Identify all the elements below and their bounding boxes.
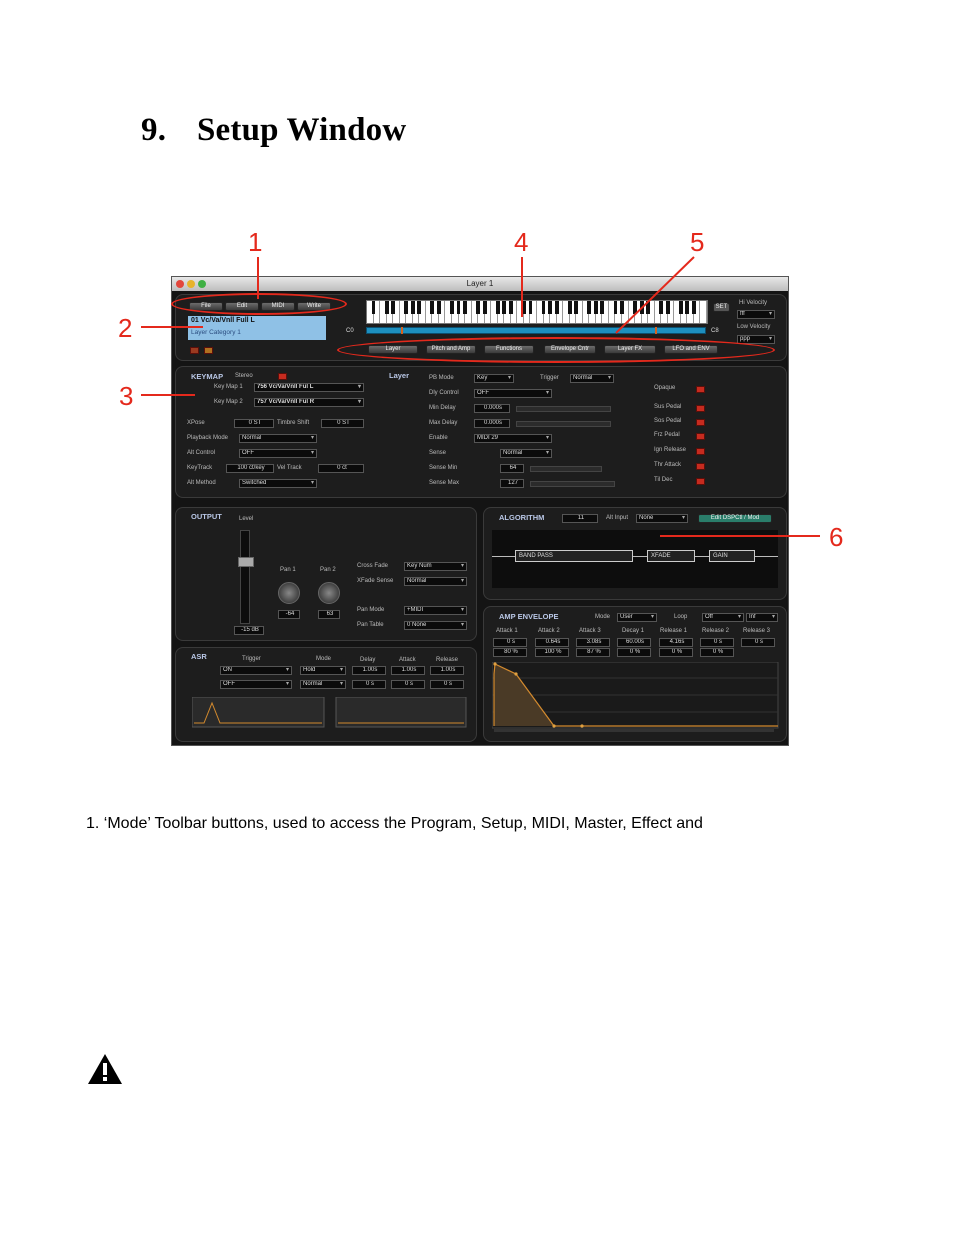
section-heading: [141, 112, 406, 149]
tab-layer-fx[interactable]: Layer FX: [604, 345, 656, 354]
output-title: OUTPUT: [191, 512, 222, 521]
env-mode-label: Mode: [595, 614, 611, 620]
dly-control-select[interactable]: OFF ▾: [474, 389, 552, 398]
annotation-1-ellipse: [171, 293, 347, 315]
black-key[interactable]: [430, 301, 434, 314]
layer-next-icon[interactable]: [204, 347, 213, 354]
alt-input-label: Alt Input: [606, 515, 629, 521]
black-key[interactable]: [548, 301, 552, 314]
annotation-3-line: [141, 394, 195, 396]
asr-delay-header: Delay: [360, 657, 376, 663]
tab-functions[interactable]: Functions: [484, 345, 534, 354]
black-key[interactable]: [417, 301, 421, 314]
asr-title: ASR: [191, 652, 207, 661]
key-map-1-label: Key Map 1: [214, 384, 243, 390]
alt-control-label: Alt Control: [187, 450, 216, 456]
min-delay-field[interactable]: 0.000s: [474, 404, 510, 413]
annotation-5-pointer: [600, 255, 700, 337]
pan1-knob-icon[interactable]: [278, 582, 300, 604]
min-delay-slider[interactable]: [516, 406, 611, 412]
black-key[interactable]: [574, 301, 578, 314]
env-attack1-level[interactable]: 80 %: [493, 648, 527, 657]
annotation-2-number: 2: [118, 313, 133, 343]
annotation-4-number: 4: [514, 227, 529, 257]
asr-mode-header: Mode: [316, 656, 332, 662]
asr-attack-header: Attack: [399, 657, 416, 663]
black-key[interactable]: [502, 301, 506, 314]
keymap-panel: [175, 366, 787, 498]
layer-title: Layer: [389, 371, 410, 380]
sense-min-slider[interactable]: [530, 466, 602, 472]
algorithm-number-field[interactable]: 11: [562, 514, 598, 523]
env-attack1-header: Attack 1: [496, 628, 518, 634]
annotation-3-number: 3: [119, 381, 134, 411]
alt-method-label: Alt Method: [187, 480, 216, 486]
key-low-label: C0: [346, 328, 354, 334]
annotation-6-number: 6: [829, 522, 844, 552]
asr-graphs: [192, 697, 468, 729]
max-delay-slider[interactable]: [516, 421, 611, 427]
switch-sus-pedal-label: Sus Pedal: [654, 404, 682, 410]
asr1-delay-field[interactable]: 1.00s: [352, 666, 386, 675]
env-release2-time[interactable]: 0 s: [700, 638, 734, 647]
switch-til-dec-toggle[interactable]: [696, 478, 705, 485]
black-key[interactable]: [594, 301, 598, 314]
toolbar-file-button[interactable]: File: [189, 302, 223, 311]
env-scrollbar[interactable]: [494, 729, 774, 732]
algorithm-diagram: [492, 530, 778, 588]
black-key[interactable]: [529, 301, 533, 314]
black-key[interactable]: [476, 301, 480, 314]
env-release1-level[interactable]: 0 %: [659, 648, 693, 657]
layer-name-box[interactable]: [188, 316, 326, 340]
timbre-shift-label: Timbre Shift: [277, 420, 310, 426]
white-key[interactable]: [700, 301, 707, 323]
switch-opaque-label: Opaque: [654, 385, 676, 391]
annotation-5-ellipse: [337, 337, 775, 363]
alt-control-select[interactable]: OFF ▾: [239, 449, 317, 458]
set-button[interactable]: SET: [713, 303, 730, 312]
range-low-handle[interactable]: [401, 327, 403, 334]
asr2-release-field[interactable]: 0 s: [430, 680, 464, 689]
stereo-label: Stereo: [235, 373, 253, 379]
alt-method-select[interactable]: Switched ▾: [239, 479, 317, 488]
hi-velocity-label: Hi Velocity: [739, 300, 768, 306]
black-key[interactable]: [483, 301, 487, 314]
band-pass-block[interactable]: BAND PASS: [515, 550, 633, 562]
gain-block[interactable]: GAIN: [709, 550, 755, 562]
annotation-1-number: 1: [248, 227, 263, 257]
min-delay-label: Min Delay: [429, 405, 456, 411]
switch-sos-pedal-label: Sos Pedal: [654, 418, 682, 424]
pan2-knob-icon[interactable]: [318, 582, 340, 604]
black-key[interactable]: [555, 301, 559, 314]
black-key[interactable]: [391, 301, 395, 314]
asr-release-header: Release: [436, 657, 459, 663]
env-attack2-time[interactable]: 0.64s: [535, 638, 569, 647]
env-attack1-time[interactable]: 0 s: [493, 638, 527, 647]
asr1-attack-field[interactable]: 1.00s: [391, 666, 425, 675]
trigger-label: Trigger: [540, 375, 559, 381]
sense-min-field[interactable]: 64: [500, 464, 524, 473]
playback-mode-select[interactable]: Normal ▾: [239, 434, 317, 443]
window-title: Layer 1: [466, 279, 494, 288]
max-delay-field[interactable]: 0.000s: [474, 419, 510, 428]
env-attack3-time[interactable]: 3.08s: [576, 638, 610, 647]
xfade-block[interactable]: XFADE: [647, 550, 695, 562]
asr2-mode-select[interactable]: Normal ▾: [300, 680, 346, 689]
asr2-trigger-select[interactable]: OFF ▾: [220, 680, 292, 689]
algorithm-title: ALGORITHM: [499, 513, 545, 522]
switch-opaque-toggle[interactable]: [696, 386, 705, 393]
close-light-icon[interactable]: [176, 280, 184, 288]
level-fader-handle[interactable]: [238, 557, 254, 567]
annotation-5-number: 5: [690, 227, 705, 257]
env-attack3-header: Attack 3: [579, 628, 601, 634]
keytrack-field[interactable]: 100 ct/key: [226, 464, 274, 473]
layer-name: 01 Vc/Va/Vnll Full L: [191, 317, 255, 324]
env-release3-header: Release 3: [743, 628, 771, 634]
algorithm-panel: [483, 507, 787, 600]
layer-category: Layer Category 1: [191, 329, 241, 336]
switch-sos-pedal-toggle[interactable]: [696, 419, 705, 426]
sense-max-label: Sense Max: [429, 480, 460, 486]
enable-select[interactable]: MIDI 29 ▾: [474, 434, 552, 443]
stereo-toggle[interactable]: [278, 373, 287, 380]
sense-max-field[interactable]: 127: [500, 479, 524, 488]
key-high-label: C8: [711, 328, 719, 334]
env-attack3-level[interactable]: 87 %: [576, 648, 610, 657]
pb-mode-label: PB Mode: [429, 375, 454, 381]
max-delay-label: Max Delay: [429, 420, 458, 426]
asr-panel: [175, 647, 477, 742]
enable-label: Enable: [429, 435, 448, 441]
tab-envelope-cntr[interactable]: Envelope Cntr: [544, 345, 596, 354]
level-fader[interactable]: [240, 530, 250, 624]
tab-layer[interactable]: Layer: [368, 345, 418, 354]
zoom-light-icon[interactable]: [198, 280, 206, 288]
annotation-5-line: [616, 257, 694, 333]
cross-fade-label: Cross Fade: [357, 563, 389, 569]
key-map-2-select[interactable]: 757 Vc/Va/Vnll Ful R ▾: [254, 398, 364, 407]
env-decay1-time[interactable]: 60.00s: [617, 638, 651, 647]
playback-mode-label: Playback Mode: [187, 435, 229, 441]
cross-fade-select[interactable]: Key Num ▾: [404, 562, 467, 571]
switch-thr-attack-toggle[interactable]: [696, 463, 705, 470]
dly-control-label: Dly Control: [429, 390, 459, 396]
black-key[interactable]: [542, 301, 546, 314]
env-attack2-level[interactable]: 100 %: [535, 648, 569, 657]
layer-prev-icon[interactable]: [190, 347, 199, 354]
annotation-2-line: [141, 326, 203, 328]
sense-select[interactable]: Normal ▾: [500, 449, 552, 458]
black-key[interactable]: [372, 301, 376, 314]
section-number: 9.: [141, 112, 167, 148]
black-key[interactable]: [463, 301, 467, 314]
env-node[interactable]: [580, 724, 583, 727]
switch-ign-release-toggle[interactable]: [696, 448, 705, 455]
keytrack-label: KeyTrack: [187, 465, 213, 471]
pb-mode-select[interactable]: Key ▾: [474, 374, 514, 383]
env-node[interactable]: [514, 672, 517, 675]
env-loop-label: Loop: [674, 614, 688, 620]
env-loop-select[interactable]: Off ▾: [702, 613, 744, 622]
edit-dspctl-mod-button[interactable]: Edit DSPCtl / Mod: [698, 514, 772, 523]
output-panel: [175, 507, 477, 641]
hi-velocity-select[interactable]: fff ▾: [737, 310, 775, 319]
env-release1-header: Release 1: [660, 628, 688, 634]
toolbar-write-button[interactable]: Write: [297, 302, 331, 311]
level-field[interactable]: -15 dB: [234, 626, 264, 635]
black-key[interactable]: [457, 301, 461, 314]
caption-text: 1. ‘Mode’ Toolbar buttons, used to access the Program, Setup, MIDI, Master, Effect and: [86, 815, 703, 832]
amp-envelope-graph: [492, 662, 780, 732]
pan-table-select[interactable]: 0 None ▾: [404, 621, 467, 630]
xfade-sense-label: XFade Sense: [357, 578, 394, 584]
low-velocity-select[interactable]: ppp ▾: [737, 335, 775, 344]
tab-pitch-and-amp[interactable]: Pitch and Amp: [426, 345, 476, 354]
switch-frz-pedal-toggle[interactable]: [696, 433, 705, 440]
trigger-select[interactable]: Normal ▾: [570, 374, 614, 383]
section-title: Setup Window: [197, 112, 407, 148]
black-key[interactable]: [411, 301, 415, 314]
xpose-field[interactable]: 0 ST: [234, 419, 274, 428]
alt-input-select[interactable]: None ▾: [636, 514, 688, 523]
toolbar-midi-button[interactable]: MIDI: [261, 302, 295, 311]
env-decay1-level[interactable]: 0 %: [617, 648, 651, 657]
tab-lfo-and-env[interactable]: LFO and ENV: [664, 345, 718, 354]
asr1-release-field[interactable]: 1.00s: [430, 666, 464, 675]
level-label: Level: [239, 516, 254, 522]
env-release2-level[interactable]: 0 %: [700, 648, 734, 657]
asr1-mode-select[interactable]: Hold ▾: [300, 666, 346, 675]
env-node[interactable]: [552, 724, 555, 727]
asr-trigger-header: Trigger: [242, 656, 261, 662]
keymap-title: KEYMAP: [191, 372, 224, 381]
annotation-4-line: [521, 257, 523, 317]
switch-til-dec-label: Til Dec: [654, 477, 673, 483]
minimize-light-icon[interactable]: [187, 280, 195, 288]
env-mode-select[interactable]: User ▾: [617, 613, 657, 622]
pan2-label: Pan 2: [320, 567, 336, 573]
pan1-field[interactable]: -64: [278, 610, 300, 619]
black-key[interactable]: [404, 301, 408, 314]
env-node[interactable]: [493, 662, 496, 665]
vel-track-field[interactable]: 0 ct: [318, 464, 364, 473]
env-loop-count-select[interactable]: Inf ▾: [746, 613, 778, 622]
xfade-sense-select[interactable]: Normal ▾: [404, 577, 467, 586]
switch-ign-release-label: Ign Release: [654, 447, 687, 453]
timbre-shift-field[interactable]: 0 ST: [321, 419, 364, 428]
env-release2-header: Release 2: [702, 628, 730, 634]
env-decay1-header: Decay 1: [622, 628, 645, 634]
pan2-field[interactable]: 63: [318, 610, 340, 619]
switch-sus-pedal-toggle[interactable]: [696, 405, 705, 412]
asr2-attack-field[interactable]: 0 s: [391, 680, 425, 689]
pan1-label: Pan 1: [280, 567, 296, 573]
black-key[interactable]: [509, 301, 513, 314]
vel-track-label: Vel Track: [277, 465, 302, 471]
toolbar-edit-button[interactable]: Edit: [225, 302, 259, 311]
black-key[interactable]: [496, 301, 500, 314]
asr1-trigger-select[interactable]: ON ▾: [220, 666, 292, 675]
sense-label: Sense: [429, 450, 447, 456]
env-release3-time[interactable]: 0 s: [741, 638, 775, 647]
env-release1-time[interactable]: 4.16s: [659, 638, 693, 647]
annotation-6-line: [660, 535, 820, 537]
pan-mode-label: Pan Mode: [357, 607, 385, 613]
black-key[interactable]: [587, 301, 591, 314]
key-map-1-select[interactable]: 756 Vc/Va/Vnll Ful L ▾: [254, 383, 364, 392]
black-key[interactable]: [437, 301, 441, 314]
amp-envelope-panel: [483, 606, 787, 742]
key-map-2-label: Key Map 2: [214, 399, 243, 405]
pan-mode-select[interactable]: +MIDI ▾: [404, 606, 467, 615]
black-key[interactable]: [568, 301, 572, 314]
switch-thr-attack-label: Thr Attack: [654, 462, 682, 468]
sense-max-slider[interactable]: [530, 481, 615, 487]
asr2-delay-field[interactable]: 0 s: [352, 680, 386, 689]
window-controls: [176, 280, 206, 288]
pan-table-label: Pan Table: [357, 622, 384, 628]
warning-triangle-icon: [87, 1053, 123, 1085]
low-velocity-label: Low Velocity: [737, 324, 771, 330]
black-key[interactable]: [450, 301, 454, 314]
amp-envelope-title: AMP ENVELOPE: [499, 612, 559, 621]
env-attack2-header: Attack 2: [538, 628, 560, 634]
black-key[interactable]: [385, 301, 389, 314]
xpose-label: XPose: [187, 420, 205, 426]
sense-min-label: Sense Min: [429, 465, 458, 471]
switch-frz-pedal-label: Frz Pedal: [654, 432, 680, 438]
